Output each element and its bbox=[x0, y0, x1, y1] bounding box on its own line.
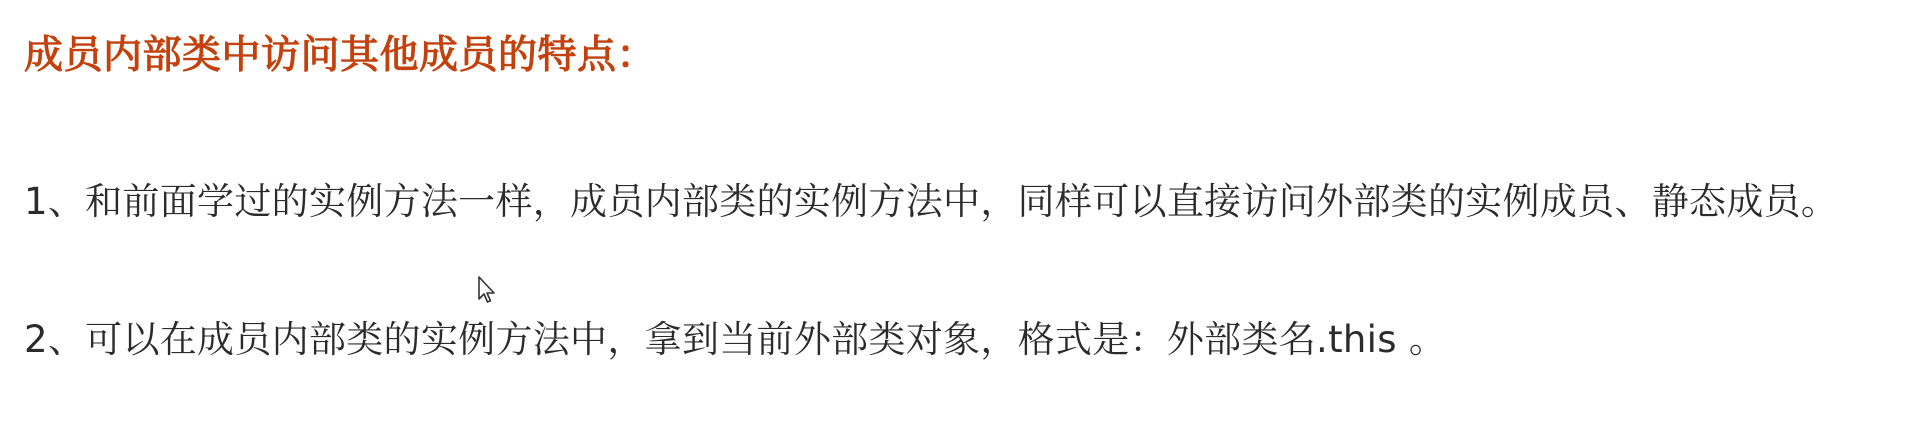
section-heading: 成员内部类中访问其他成员的特点： bbox=[24, 33, 657, 78]
list-item: 2、可以在成员内部类的实例方法中，拿到当前外部类对象，格式是：外部类名.this 。 bbox=[24, 318, 1447, 361]
list-item: 1、和前面学过的实例方法一样，成员内部类的实例方法中，同样可以直接访问外部类的实例成员、静态成员。 bbox=[24, 180, 1839, 223]
mouse-pointer-icon bbox=[477, 275, 497, 305]
